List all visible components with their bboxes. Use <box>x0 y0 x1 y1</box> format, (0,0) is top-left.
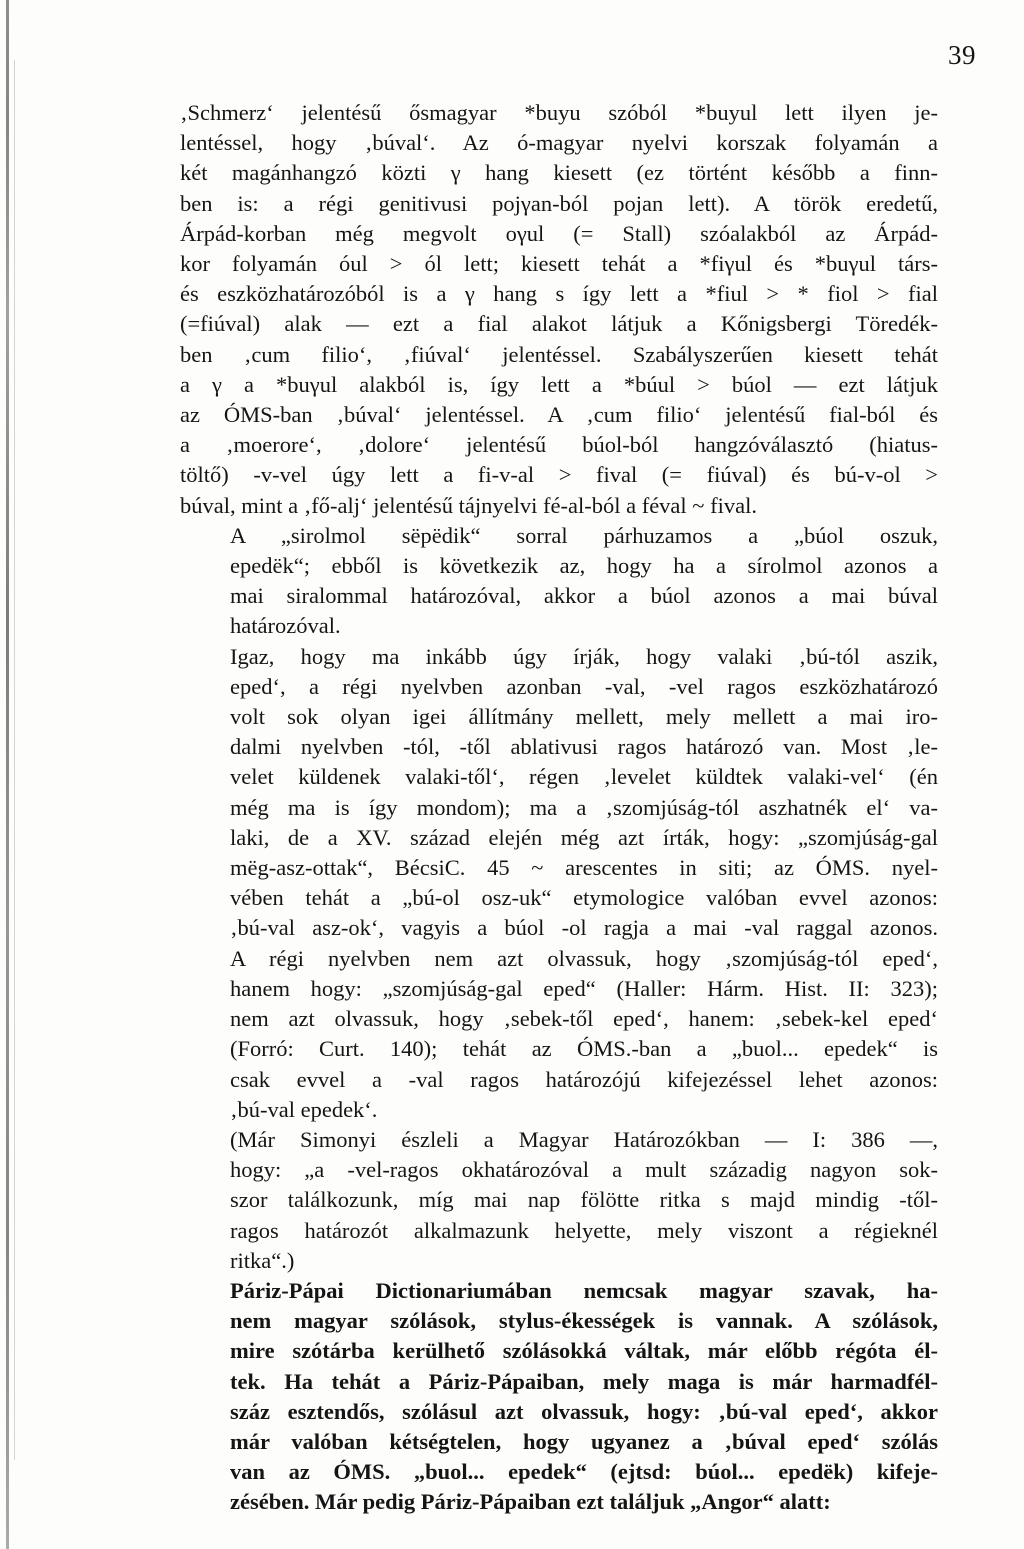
text-line: száz esztendős, szólásul azt olvassuk, hogy: ‚bú-val eped‘, akkor <box>230 1398 938 1424</box>
text-line: velet küldenek valaki-től‘, régen ‚levelet küldtek valaki-vel‘ (én <box>230 764 938 790</box>
text-line: búval, mint a ‚fő-alj‘ jelentésű tájnyelvi fé-al-ból a féval ~ fival. <box>180 492 757 518</box>
text-line: még ma is így mondom); ma a ‚szomjúság-tól aszhatnék el‘ va- <box>230 794 938 820</box>
page-binding-edge <box>6 0 9 1549</box>
text-line: lentéssel, hogy ‚búval‘. Az ó-magyar nyelvi korszak folyamán a <box>180 130 938 156</box>
text-line: zésében. Már pedig Páriz-Pápaiban ezt találjuk „Angor“ alatt: <box>230 1489 831 1515</box>
text-line: töltő) -v-vel úgy lett a fi-v-al > fival (= fiúval) és bú-v-ol > <box>180 462 938 488</box>
text-line: ben ‚cum filio‘, ‚fiúval‘ jelentéssel. Szabályszerűen kiesett tehát <box>180 341 938 367</box>
text-line: hogy: „a -vel-ragos okhatározóval a mult századig nagyon sok- <box>230 1157 938 1183</box>
text-line: csak evvel a -val ragos határozójú kifejezéssel lehet azonos: <box>230 1066 938 1092</box>
text-line: ‚bú-val asz-ok‘, vagyis a búol -ol ragja a mai -val raggal azonos. <box>230 915 938 941</box>
page-shadow-line <box>14 60 15 1460</box>
text-line: (Forró: Curt. 140); tehát az ÓMS.-ban a „buol... epedek“ is <box>230 1036 938 1062</box>
text-line: nem azt olvassuk, hogy ‚sebek-től eped‘, hanem: ‚sebek-kel eped‘ <box>230 1006 938 1032</box>
main-text <box>180 98 938 1518</box>
text-line: az ÓMS-ban ‚búval‘ jelentéssel. A ‚cum filio‘ jelentésű fial-ból és <box>180 402 938 428</box>
text-line: A „sirolmol sëpëdik“ sorral párhuzamos a „búol oszuk, <box>230 522 938 548</box>
text-line: vében tehát a „bú-ol osz-uk“ etymologice valóban evvel azonos: <box>230 885 938 911</box>
text-line: a ‚moerore‘, ‚dolore‘ jelentésű búol-ból hangzóválasztó (hiatus- <box>180 432 938 458</box>
text-line: ragos határozót alkalmazunk helyette, mely viszont a régieknél <box>230 1217 938 1243</box>
paragraph <box>180 1276 938 1518</box>
text-line: volt sok olyan igei állítmány mellett, mely mellett a mai iro- <box>230 704 938 730</box>
text-line: hanem hogy: „szomjúság-gal eped“ (Haller: Hárm. Hist. II: 323); <box>230 975 938 1001</box>
text-line: ‚Schmerz‘ jelentésű ősmagyar *buyu szóból *buyul lett ilyen je- <box>180 100 938 125</box>
paragraph <box>180 98 938 521</box>
text-line: két magánhangzó közti γ hang kiesett (ez történt később a finn- <box>180 160 938 186</box>
text-line: a γ a *buγul alakból is, így lett a *búul > búol — ezt látjuk <box>180 371 938 397</box>
text-line: A régi nyelvben nem azt olvassuk, hogy ‚szomjúság-tól eped‘, <box>230 945 938 971</box>
text-line: ‚bú-val epedek‘. <box>230 1096 378 1122</box>
text-line: szor találkozunk, míg mai nap fölötte ritka s majd mindig -től- <box>230 1187 938 1213</box>
text-line: (Már Simonyi észleli a Magyar Határozókban — I: 386 —, <box>230 1126 938 1152</box>
text-line: Árpád-korban még megvolt oγul (= Stall) szóalakból az Árpád- <box>180 220 938 246</box>
text-line: már valóban kétségtelen, hogy ugyanez a ‚búval eped‘ szólás <box>230 1428 938 1454</box>
text-line: határozóval. <box>230 613 341 639</box>
text-line: mai siralommal határozóval, akkor a búol azonos a mai búval <box>230 583 938 609</box>
text-line: nem magyar szólások, stylus-ékességek is vannak. A szólások, <box>230 1308 938 1334</box>
page-number: 39 <box>948 40 976 70</box>
text-line: tek. Ha tehát a Páriz-Pápaiban, mely maga is már harmadfél- <box>230 1368 938 1394</box>
text-line: ritka“.) <box>230 1247 295 1273</box>
paragraph <box>180 1125 938 1276</box>
text-line: mire szótárba kerülhető szólásokká váltak, már előbb régóta él- <box>230 1338 938 1364</box>
text-line: ben is: a régi genitivusi pojγan-ból pojan lett). A török eredetű, <box>180 190 938 216</box>
text-line: és eszközhatározóból is a γ hang s így lett a *fiul > * fiol > fial <box>180 281 938 307</box>
text-line: epedëk“; ebből is következik az, hogy ha a sírolmol azonos a <box>230 553 938 579</box>
text-line: Páriz-Pápai Dictionariumában nemcsak magyar szavak, ha- <box>230 1277 938 1303</box>
text-line: dalmi nyelvben -tól, -től ablativusi ragos határozó van. Most ‚le- <box>230 734 938 760</box>
text-line: eped‘, a régi nyelvben azonban -val, -vel ragos eszközhatározó <box>230 673 938 699</box>
text-line: (=fiúval) alak — ezt a fial alakot látjuk a Kőnigsbergi Töredék- <box>180 311 938 337</box>
text-line: kor folyamán óul > ól lett; kiesett tehát a *fiγul és *buγul társ- <box>180 251 938 277</box>
text-line: mëg-asz-ottak“, BécsiC. 45 ~ arescentes in siti; az ÓMS. nyel- <box>230 855 938 881</box>
text-line: van az ÓMS. „buol... epedek“ (ejtsd: búol... epedëk) kifeje- <box>230 1459 938 1485</box>
paragraph <box>180 642 938 1125</box>
paragraph <box>180 521 938 642</box>
text-line: laki, de a XV. század elején még azt írták, hogy: „szomjúság-gal <box>230 824 938 850</box>
text-line: Igaz, hogy ma inkább úgy írják, hogy valaki ‚bú-tól aszik, <box>230 643 938 669</box>
